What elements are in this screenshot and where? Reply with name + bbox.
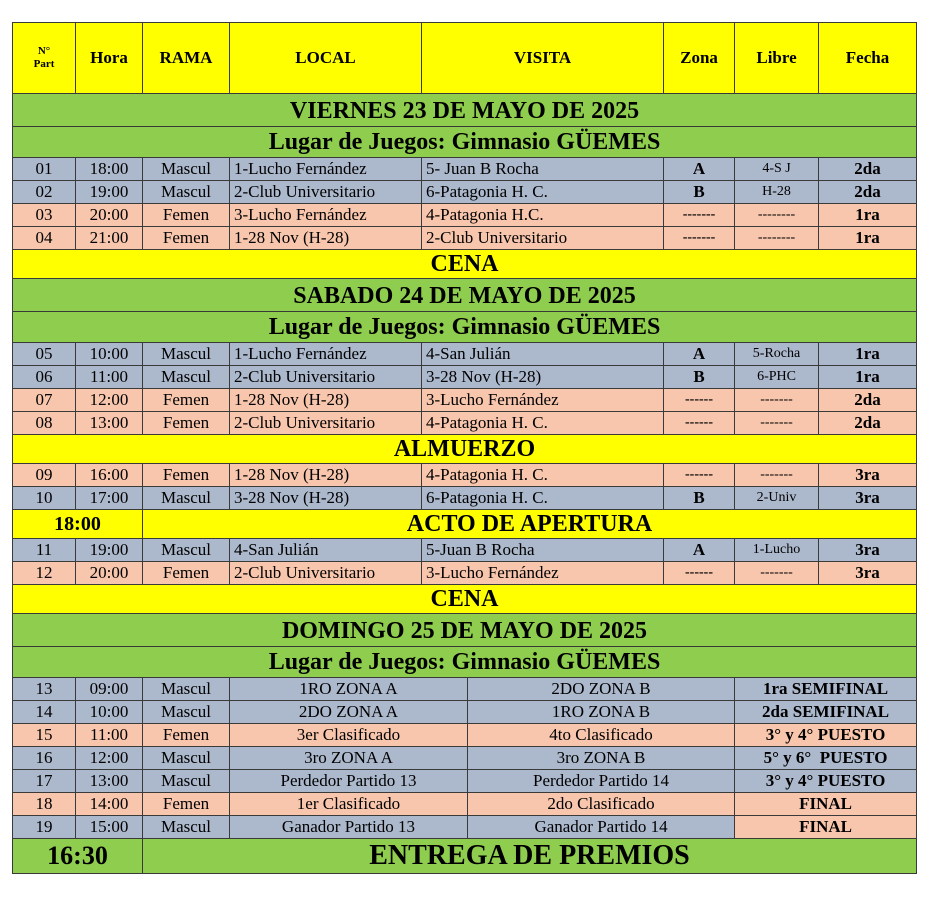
header-zona: Zona xyxy=(664,23,735,94)
venue-viernes: Lugar de Juegos: Gimnasio GÜEMES xyxy=(13,127,917,158)
premios-label: ENTREGA DE PREMIOS xyxy=(143,839,917,874)
header-visita: VISITA xyxy=(422,23,664,94)
match-row: 17 13:00 Mascul Perdedor Partido 13 Perdedor Partido 14 3° y 4° PUESTO xyxy=(13,770,917,793)
match-row: 15 11:00 Femen 3er Clasificado 4to Clasificado 3° y 4° PUESTO xyxy=(13,724,917,747)
match-row: 02 19:00 Mascul 2-Club Universitario 6-Patagonia H. C. B H-28 2da xyxy=(13,181,917,204)
match-row: 05 10:00 Mascul 1-Lucho Fernández 4-San Julián A 5-Rocha 1ra xyxy=(13,343,917,366)
cena-row: CENA xyxy=(13,585,917,614)
match-row: 12 20:00 Femen 2-Club Universitario 3-Lucho Fernández ------ ------- 3ra xyxy=(13,562,917,585)
match-row: 09 16:00 Femen 1-28 Nov (H-28) 4-Patagonia H. C. ------ ------- 3ra xyxy=(13,464,917,487)
header-rama: RAMA xyxy=(143,23,230,94)
match-row: 11 19:00 Mascul 4-San Julián 5-Juan B Rocha A 1-Lucho 3ra xyxy=(13,539,917,562)
match-row: 01 18:00 Mascul 1-Lucho Fernández 5- Juan B Rocha A 4-S J 2da xyxy=(13,158,917,181)
match-row: 08 13:00 Femen 2-Club Universitario 4-Patagonia H. C. ------ ------- 2da xyxy=(13,412,917,435)
apertura-time: 18:00 xyxy=(13,510,143,539)
match-row: 07 12:00 Femen 1-28 Nov (H-28) 3-Lucho Fernández ------ ------- 2da xyxy=(13,389,917,412)
premios-time: 16:30 xyxy=(13,839,143,874)
almuerzo-row: ALMUERZO xyxy=(13,435,917,464)
match-row: 13 09:00 Mascul 1RO ZONA A 2DO ZONA B 1ra SEMIFINAL xyxy=(13,678,917,701)
day-title-sabado: SABADO 24 DE MAYO DE 2025 xyxy=(13,279,917,312)
header-local: LOCAL xyxy=(230,23,422,94)
day-title-domingo: DOMINGO 25 DE MAYO DE 2025 xyxy=(13,614,917,647)
header-part: N° Part xyxy=(13,23,76,94)
header-hora: Hora xyxy=(76,23,143,94)
match-row: 16 12:00 Mascul 3ro ZONA A 3ro ZONA B 5° y 6° PUESTO xyxy=(13,747,917,770)
apertura-row xyxy=(13,510,917,539)
header-libre: Libre xyxy=(735,23,819,94)
fixture-table xyxy=(12,22,917,874)
cena-row: CENA xyxy=(13,250,917,279)
match-row: 10 17:00 Mascul 3-28 Nov (H-28) 6-Patagonia H. C. B 2-Univ 3ra xyxy=(13,487,917,510)
venue-sabado: Lugar de Juegos: Gimnasio GÜEMES xyxy=(13,312,917,343)
premios-row xyxy=(13,839,917,874)
header-fecha: Fecha xyxy=(819,23,917,94)
day-title-viernes: VIERNES 23 DE MAYO DE 2025 xyxy=(13,94,917,127)
match-row: 06 11:00 Mascul 2-Club Universitario 3-28 Nov (H-28) B 6-PHC 1ra xyxy=(13,366,917,389)
match-row: 04 21:00 Femen 1-28 Nov (H-28) 2-Club Universitario ------- -------- 1ra xyxy=(13,227,917,250)
match-row: 14 10:00 Mascul 2DO ZONA A 1RO ZONA B 2da SEMIFINAL xyxy=(13,701,917,724)
match-row: 18 14:00 Femen 1er Clasificado 2do Clasificado FINAL xyxy=(13,793,917,816)
match-row: 19 15:00 Mascul Ganador Partido 13 Ganador Partido 14 FINAL xyxy=(13,816,917,839)
match-row: 03 20:00 Femen 3-Lucho Fernández 4-Patagonia H.C. ------- -------- 1ra xyxy=(13,204,917,227)
apertura-label: ACTO DE APERTURA xyxy=(143,510,917,539)
header-row xyxy=(13,23,917,94)
venue-domingo: Lugar de Juegos: Gimnasio GÜEMES xyxy=(13,647,917,678)
